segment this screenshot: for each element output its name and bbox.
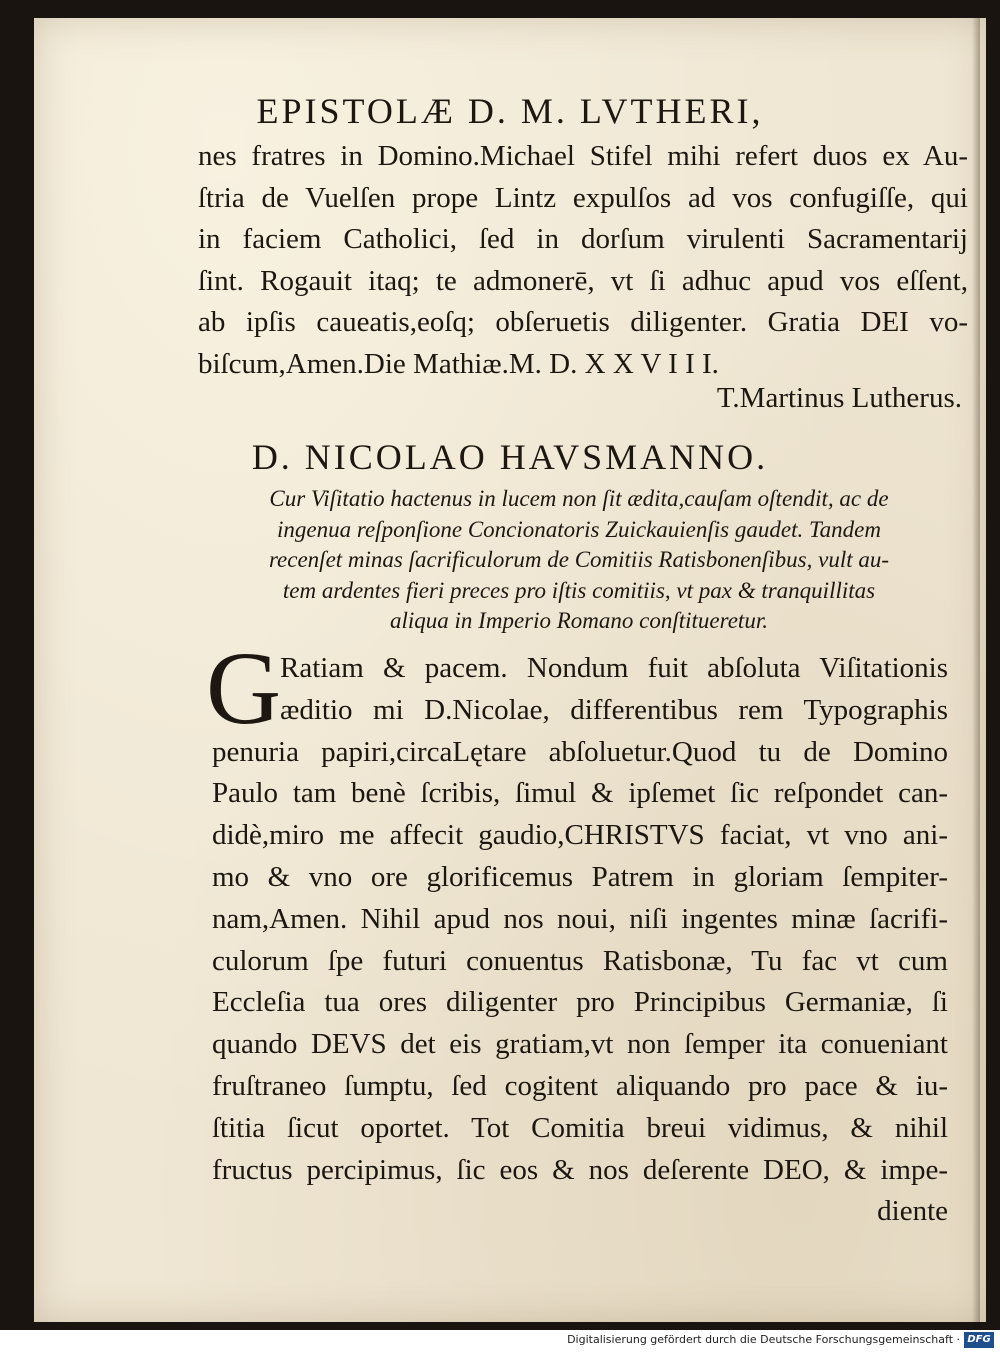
- body-line: ſtitia ſicut oportet. Tot Comitia breui vidimus, & nihil: [212, 1111, 948, 1144]
- body-line: nam,Amen. Nihil apud nos noui, niſi ingentes minæ ſacrifi-: [212, 902, 948, 935]
- letter-heading: D. NICOLAO HAVSMANNO.: [251, 437, 769, 477]
- text-line: ſtria de Vuelſen prope Lintz expulſos ad vos confugiſſe, qui: [198, 181, 968, 214]
- letter-body: [212, 648, 948, 1233]
- body-line: mo & vno ore glorificemus Patrem in gloriam ſempiter-: [212, 860, 948, 893]
- summary-line: Cur Viſitatio hactenus in lucem non ſit ædita,cauſam oſtendit, ac de: [269, 486, 889, 511]
- summary-line: tem ardentes fieri preces pro iſtis comitiis, vt pax & tranquillitas: [282, 577, 876, 603]
- body-line: didè,miro me affecit gaudio,CHRISTVS faciat, vt vno ani-: [212, 819, 948, 852]
- letter-summary: [212, 484, 946, 637]
- body-line: Eccleſia tua ores diligenter pro Principibus Germaniæ, ſi: [212, 986, 948, 1019]
- summary-line: aliqua in Imperio Romano conſtitueretur.: [390, 608, 768, 633]
- book-page: [34, 18, 986, 1322]
- summary-line: recenſet minas ſacrificulorum de Comitiis Ratisbonenſibus, vult au-: [268, 547, 890, 572]
- summary-line: ingenua reſponſione Concionatoris Zuickauienſis gaudet. Tandem: [277, 516, 881, 542]
- funding-credit: Digitalisierung gefördert durch die Deutsche Forschungsgemeinschaft ·: [567, 1333, 960, 1346]
- body-line: Paulo tam benè ſcribis, ſimul & ipſemet ſic reſpondet can-: [212, 777, 948, 810]
- text-line: ſint. Rogauit itaq; te admonerē, vt ſi adhuc apud vos eſſent,: [198, 264, 968, 297]
- footer-bar: [0, 1330, 1000, 1352]
- body-line: Ratiam & pacem. Nondum fuit abſoluta Viſitationis: [280, 652, 948, 684]
- body-line: penuria papiri,circaLętare abſoluetur.Quod tu de Domino: [212, 735, 948, 768]
- body-line: fructus percipimus, ſic eos & nos deſerente DEO, & impe-: [212, 1153, 948, 1186]
- body-line: quando DEVS det eis gratiam,vt non ſemper ita conueniant: [212, 1028, 948, 1061]
- text-line: biſcum,Amen.Die Mathiæ.M. D. X X V I I I.: [198, 347, 719, 380]
- signature: T.Martinus Lutherus.: [716, 382, 962, 414]
- text-line: ab ipſis caueatis,eoſq; obſeruetis diligenter. Gratia DEI vo-: [198, 306, 968, 338]
- letter-continuation: [198, 136, 968, 385]
- body-line: culorum ſpe futuri conuentus Ratisbonæ, Tu fac vt cum: [212, 944, 948, 977]
- text-line: nes fratres in Domino.Michael Stifel mihi refert duos ex Au-: [198, 140, 968, 172]
- body-line: diente: [877, 1195, 948, 1228]
- running-header: EPISTOLÆ D. M. LVTHERI,: [256, 91, 764, 131]
- body-line: fruſtraneo ſumptu, ſed cogitent aliquando pro pace & iu-: [212, 1069, 948, 1102]
- dfg-logo: DFG: [964, 1332, 994, 1348]
- text-line: in faciem Catholici, ſed in dorſum virulenti Sacramentarij: [198, 223, 968, 255]
- page-edge-shadow: [972, 18, 980, 1322]
- drop-capital: G: [206, 631, 282, 746]
- body-line: æditio mi D.Nicolae, differentibus rem Typographis: [280, 693, 948, 726]
